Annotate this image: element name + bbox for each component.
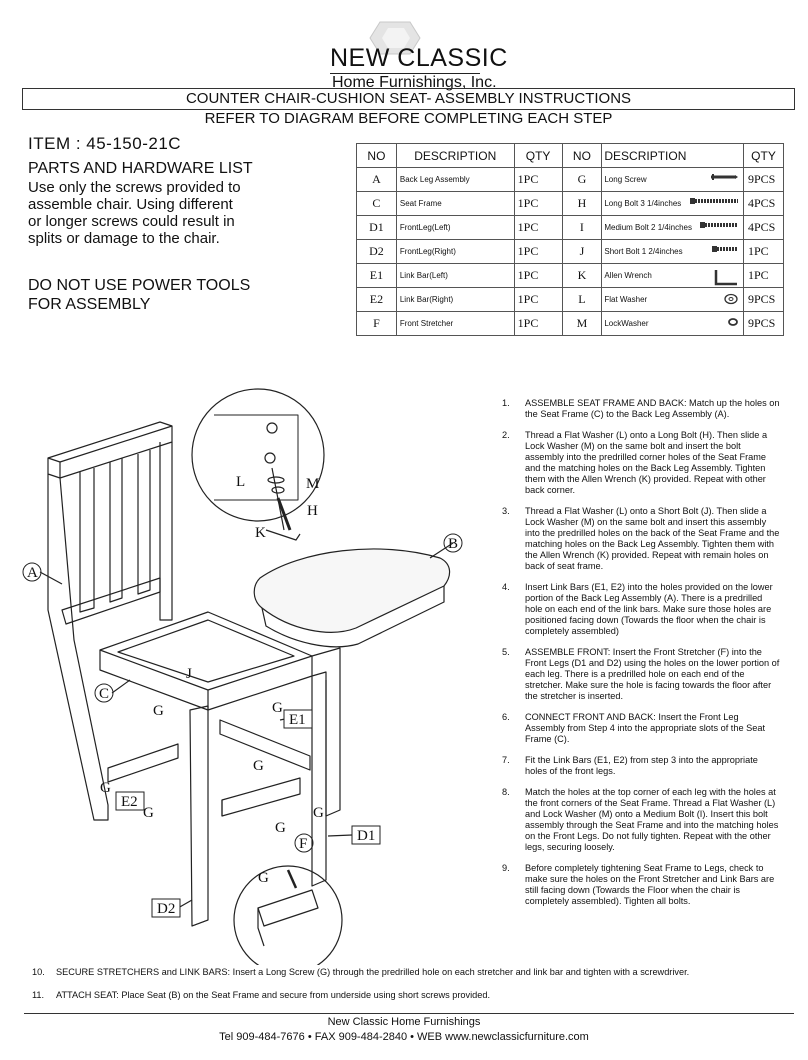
- step-item: [498, 582, 780, 637]
- part-description: Link Bar(Left): [396, 264, 514, 288]
- label-k: K: [255, 525, 266, 541]
- hardware-description-text: Allen Wrench: [604, 271, 652, 280]
- footer-contact: Tel 909-484-7676 • FAX 909-484-2840 • WEB www.newclassicfurniture.com: [219, 1031, 589, 1043]
- label-g: G: [258, 870, 269, 886]
- part-description: FrontLeg(Right): [396, 240, 514, 264]
- step-text: CONNECT FRONT AND BACK: Insert the Front Leg Assembly from Step 4 into the appropriate slots of the Seat Frame (C).: [525, 712, 766, 744]
- label-g: G: [253, 758, 264, 774]
- step-text: Before completely tightening Seat Frame to Legs, check to make sure the holes on the Front Stretcher and Link Bars are still facing down (Towards the Floor when the chair is completely assembled). Tighten all bolts.: [525, 863, 775, 906]
- part-description: Seat Frame: [396, 192, 514, 216]
- detail-circle-bolts: [192, 389, 324, 540]
- hardware-description-text: Short Bolt 1 2/4inches: [604, 247, 683, 256]
- hardware-qty: 1PC: [744, 264, 784, 288]
- part-qty: 1PC: [514, 192, 562, 216]
- assembly-diagram: [0, 380, 495, 965]
- part-qty: 1PC: [514, 168, 562, 192]
- hardware-description: [602, 288, 744, 312]
- hardware-no: H: [562, 192, 602, 216]
- hardware-description-text: Flat Washer: [604, 295, 648, 304]
- part-qty: 1PC: [514, 264, 562, 288]
- medium-bolt-icon: [699, 221, 739, 231]
- diagram-labels: [23, 474, 462, 917]
- hardware-description: [602, 192, 744, 216]
- table-row: [357, 192, 784, 216]
- step-item: [498, 647, 780, 702]
- label-m: M: [306, 476, 320, 492]
- logo-brand-sub: Home Furnishings, Inc.: [332, 74, 497, 91]
- long-screw-icon: [709, 173, 739, 183]
- step-number: 4.: [502, 582, 510, 592]
- table-row: [357, 312, 784, 336]
- table-row: [357, 168, 784, 192]
- power-tools-warning: DO NOT USE POWER TOOLS FOR ASSEMBLY: [28, 277, 251, 313]
- front-leg-d1: [312, 672, 326, 886]
- hardware-qty: 9PCS: [744, 312, 784, 336]
- part-qty: 1PC: [514, 288, 562, 312]
- instruction-steps: [498, 398, 780, 917]
- part-no: F: [357, 312, 397, 336]
- table-row: [357, 264, 784, 288]
- step-number: 7.: [502, 755, 510, 765]
- step-item: [498, 506, 780, 572]
- step-number: 10.: [32, 967, 45, 977]
- step-item: [498, 712, 780, 745]
- label-e1: E1: [289, 712, 306, 728]
- step-number: 11.: [32, 990, 45, 1000]
- part-no: A: [357, 168, 397, 192]
- part-no: C: [357, 192, 397, 216]
- step-10: [32, 967, 792, 977]
- label-b: B: [448, 536, 459, 552]
- label-f: F: [299, 836, 308, 852]
- step-item: [498, 398, 780, 420]
- long-bolt-icon: [689, 197, 739, 207]
- hardware-description: [602, 216, 744, 240]
- parts-heading: PARTS AND HARDWARE LIST: [28, 160, 253, 177]
- hardware-description-text: Long Bolt 3 1/4inches: [604, 199, 682, 208]
- hardware-no: M: [562, 312, 602, 336]
- step-number: 9.: [502, 863, 510, 873]
- part-qty: 1PC: [514, 240, 562, 264]
- detail-circle-screw: [234, 866, 342, 965]
- label-a: A: [27, 565, 38, 581]
- part-description: Front Stretcher: [396, 312, 514, 336]
- part-no: E2: [357, 288, 397, 312]
- col-header-description-2: DESCRIPTION: [602, 144, 744, 168]
- hardware-no: L: [562, 288, 602, 312]
- hardware-no: I: [562, 216, 602, 240]
- step-text: ASSEMBLE SEAT FRAME AND BACK: Match up the holes on the Seat Frame (C) to the Back Leg Assembly (A).: [525, 398, 780, 419]
- part-description: Back Leg Assembly: [396, 168, 514, 192]
- hardware-qty: 1PC: [744, 240, 784, 264]
- company-logo: [300, 18, 520, 91]
- hardware-description: [602, 240, 744, 264]
- label-j: J: [186, 666, 192, 682]
- hardware-no: K: [562, 264, 602, 288]
- hardware-qty: 9PCS: [744, 168, 784, 192]
- seat-cushion: [254, 549, 449, 647]
- label-h: H: [307, 503, 318, 519]
- parts-note: Use only the screws provided to assemble chair. Using different or longer screws could result in splits or damage to the chair.: [28, 179, 241, 247]
- label-l: L: [236, 474, 246, 490]
- hardware-qty: 4PCS: [744, 192, 784, 216]
- step-text: Fit the Link Bars (E1, E2) from step 3 into the appropriate holes of the front legs.: [525, 755, 758, 776]
- step-11: [32, 990, 792, 1000]
- hardware-description: [602, 264, 744, 288]
- step-number: 2.: [502, 430, 510, 440]
- step-text: SECURE STRETCHERS and LINK BARS: Insert a Long Screw (G) through the predrilled hole on each stretcher and link bar and tighten with a screwdriver.: [56, 967, 690, 977]
- part-qty: 1PC: [514, 312, 562, 336]
- allen-wrench-icon: [713, 269, 739, 289]
- back-leg-assembly: [48, 422, 172, 820]
- front-stretcher: [222, 778, 300, 816]
- hardware-qty: 9PCS: [744, 288, 784, 312]
- col-header-no-2: NO: [562, 144, 602, 168]
- hardware-description: [602, 312, 744, 336]
- label-g: G: [153, 703, 164, 719]
- step-item: [498, 430, 780, 496]
- footer-divider: [24, 1013, 794, 1014]
- col-header-description: DESCRIPTION: [396, 144, 514, 168]
- table-row: [357, 288, 784, 312]
- table-header-row: [357, 144, 784, 168]
- footer-company: New Classic Home Furnishings: [327, 1016, 481, 1028]
- hardware-description: [602, 168, 744, 192]
- short-bolt-icon: [711, 245, 739, 255]
- document-subtitle: REFER TO DIAGRAM BEFORE COMPLETING EACH STEP: [204, 110, 613, 127]
- label-e2: E2: [121, 794, 138, 810]
- item-number: ITEM : 45-150-21C: [28, 134, 182, 153]
- part-no: D2: [357, 240, 397, 264]
- hardware-description-text: LockWasher: [604, 319, 649, 328]
- part-qty: 1PC: [514, 216, 562, 240]
- step-text: Thread a Flat Washer (L) onto a Long Bolt (H). Then slide a Lock Washer (M) on the same bolt and insert the bolt assembly into the predrilled corner holes of the Seat Frame and the matching holes on the Back Leg Assembly. Tighten them with the Allen Wrench (K) provided. Repeat with other back corner.: [525, 430, 768, 495]
- label-g: G: [100, 780, 111, 796]
- hardware-description-text: Medium Bolt 2 1/4inches: [604, 223, 692, 232]
- label-c: C: [99, 686, 110, 702]
- seat-frame: [100, 612, 312, 710]
- label-d2: D2: [157, 901, 176, 917]
- part-description: Link Bar(Right): [396, 288, 514, 312]
- step-number: 3.: [502, 506, 510, 516]
- step-number: 8.: [502, 787, 510, 797]
- part-description: FrontLeg(Left): [396, 216, 514, 240]
- step-number: 5.: [502, 647, 510, 657]
- part-no: E1: [357, 264, 397, 288]
- label-g: G: [143, 805, 154, 821]
- step-item: [498, 755, 780, 777]
- document-title: COUNTER CHAIR-CUSHION SEAT- ASSEMBLY INSTRUCTIONS: [185, 90, 632, 107]
- label-d1: D1: [357, 828, 376, 844]
- flat-washer-icon: [723, 293, 739, 307]
- table-row: [357, 240, 784, 264]
- table-row: [357, 216, 784, 240]
- step-text: Insert Link Bars (E1, E2) into the holes provided on the lower portion of the Back Leg Assembly (A). There is a predrilled hole on each end of the link bars. Make sure those holes are positioned facing down (Towards the floor when the chair is completely assembled): [525, 582, 773, 636]
- label-g: G: [275, 820, 286, 836]
- front-leg-d2: [190, 706, 208, 926]
- step-item: [498, 787, 780, 853]
- step-text: Thread a Flat Washer (L) onto a Short Bolt (J). Then slide a Lock Washer (M) on the same bolt and insert this assembly into the predrilled holes on the back of the Seat Frame and the matching holes on the Back Leg Assembly. Tighten them with the Allen Wrench (K) provided. Repeat with remain holes on back of seat frame.: [525, 506, 780, 571]
- col-header-no: NO: [357, 144, 397, 168]
- logo-brand-name: NEW CLASSIC: [330, 44, 508, 72]
- step-number: 6.: [502, 712, 510, 722]
- step-text: Match the holes at the top corner of each leg with the holes at the front corners of the Seat Frame. Thread a Flat Washer (L) and Lock Washer (M) onto a Medium Bolt (I). Insert this bolt assembly through the Seat Frame and into the matching holes on the Front Legs. Do not fully tighten. Repeat with the other legs, securing loosely.: [525, 787, 779, 852]
- hardware-no: J: [562, 240, 602, 264]
- hardware-description-text: Long Screw: [604, 175, 647, 184]
- col-header-qty: QTY: [514, 144, 562, 168]
- link-bar-e2: [108, 744, 178, 782]
- label-g: G: [272, 700, 283, 716]
- lock-washer-icon: [727, 317, 739, 329]
- label-g: G: [313, 805, 324, 821]
- step-number: 1.: [502, 398, 510, 408]
- part-no: D1: [357, 216, 397, 240]
- hardware-table: [356, 143, 784, 336]
- step-text: ATTACH SEAT: Place Seat (B) on the Seat Frame and secure from underside using short screws provided.: [56, 990, 491, 1000]
- step-text: ASSEMBLE FRONT: Insert the Front Stretcher (F) into the Front Legs (D1 and D2) using the holes on the lower portion of each leg. There is a predrilled hole on each end of the stretcher. Make sure the hole is facing towards the floor after the stretcher is inserted.: [525, 647, 780, 701]
- hardware-no: G: [562, 168, 602, 192]
- col-header-qty-2: QTY: [744, 144, 784, 168]
- step-item: [498, 863, 780, 907]
- hardware-qty: 4PCS: [744, 216, 784, 240]
